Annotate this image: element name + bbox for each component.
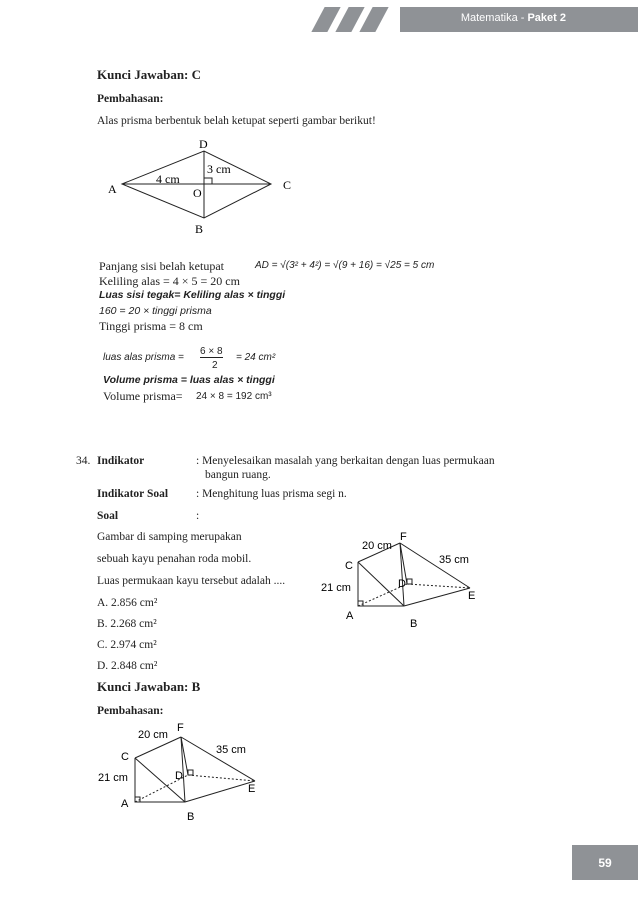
discussion-label-33: Pembahasan: bbox=[97, 93, 164, 105]
prism-label-height: 21 cm bbox=[321, 582, 351, 594]
option-b: B. 2.268 cm² bbox=[97, 618, 157, 630]
prism-figure-discussion bbox=[95, 718, 265, 826]
soal-label: Soal bbox=[97, 510, 119, 522]
option-d: D. 2.848 cm² bbox=[97, 660, 158, 672]
prism2-label-E: E bbox=[248, 783, 256, 795]
prism2-label-A: A bbox=[121, 798, 129, 810]
discussion-intro-33: Alas prisma berbentuk belah ketupat seperti gambar berikut! bbox=[97, 115, 376, 127]
page-number: 59 bbox=[572, 845, 638, 880]
prism2-label-slant: 35 cm bbox=[216, 744, 246, 756]
answer-key-34: Kunci Jawaban: B bbox=[97, 679, 201, 694]
calc-side-label: Panjang sisi belah ketupat bbox=[99, 259, 224, 273]
header-title: Matematika - Paket 2 bbox=[460, 12, 566, 24]
prism-figure-question bbox=[318, 527, 488, 627]
indicator-label: Indikator bbox=[97, 455, 145, 467]
prism-label-slant: 35 cm bbox=[439, 554, 469, 566]
prism-label-B: B bbox=[410, 618, 418, 627]
calc-lateral: Luas sisi tegak= Keliling alas × tinggi bbox=[99, 289, 286, 301]
calc-side-formula: AD = √(3² + 4²) = √(9 + 16) = √25 = 5 cm bbox=[255, 260, 435, 271]
indicator-text-cont: bangun ruang. bbox=[205, 469, 271, 481]
label-3cm: 3 cm bbox=[207, 162, 231, 176]
discussion-label-34: Pembahasan: bbox=[97, 705, 164, 717]
option-c: C. 2.974 cm² bbox=[97, 639, 157, 651]
calc-base-area-label: luas alas prisma = bbox=[103, 352, 184, 363]
prism2-label-F: F bbox=[177, 722, 184, 734]
prism-label-C: C bbox=[345, 560, 353, 572]
soal-line-2: sebuah kayu penahan roda mobil. bbox=[97, 553, 252, 565]
prism2-label-top: 20 cm bbox=[138, 729, 168, 741]
calc-base-area-num: 6 × 8 bbox=[200, 346, 223, 357]
vertex-C: C bbox=[283, 178, 292, 192]
option-a: A. 2.856 cm² bbox=[97, 597, 158, 609]
calc-base-area-den: 2 bbox=[212, 360, 218, 371]
prism-label-E: E bbox=[468, 590, 476, 602]
calc-volume-value: 24 × 8 = 192 cm³ bbox=[196, 391, 272, 402]
answer-key-33: Kunci Jawaban: C bbox=[97, 67, 202, 82]
prism-label-F: F bbox=[400, 531, 407, 543]
calc-height: Tinggi prisma = 8 cm bbox=[99, 319, 203, 333]
soal-line-3: Luas permukaan kayu tersebut adalah .... bbox=[97, 575, 286, 587]
calc-volume-label: Volume prisma= bbox=[103, 389, 183, 403]
indicator-text: : Menyelesaikan masalah yang berkaitan dengan luas permukaan bbox=[196, 455, 495, 467]
prism2-label-B: B bbox=[187, 811, 195, 823]
calc-lateral-value: 160 = 20 × tinggi prisma bbox=[99, 305, 212, 317]
prism2-label-C: C bbox=[121, 751, 129, 763]
soal-indicator-text: : Menghitung luas prisma segi n. bbox=[196, 488, 347, 500]
soal-line-1: Gambar di samping merupakan bbox=[97, 531, 242, 543]
header-stripe bbox=[359, 7, 388, 32]
prism-label-A: A bbox=[346, 610, 354, 622]
question-number-34: 34. bbox=[76, 455, 91, 467]
soal-indicator-label: Indikator Soal bbox=[97, 488, 169, 500]
label-4cm: 4 cm bbox=[156, 172, 180, 186]
soal-colon: : bbox=[196, 510, 200, 522]
prism-label-D: D bbox=[398, 578, 406, 590]
vertex-D: D bbox=[199, 137, 208, 151]
rhombus-figure bbox=[100, 135, 310, 240]
vertex-A: A bbox=[108, 182, 117, 196]
center-O: O bbox=[193, 186, 202, 200]
calc-volume-formula: Volume prisma = luas alas × tinggi bbox=[103, 374, 275, 386]
prism2-label-height: 21 cm bbox=[98, 772, 128, 784]
vertex-B: B bbox=[195, 222, 204, 236]
prism2-label-D: D bbox=[175, 770, 183, 782]
calc-base-area-result: = 24 cm² bbox=[236, 352, 276, 363]
prism-label-top: 20 cm bbox=[362, 540, 392, 552]
calc-perimeter: Keliling alas = 4 × 5 = 20 cm bbox=[99, 274, 240, 288]
